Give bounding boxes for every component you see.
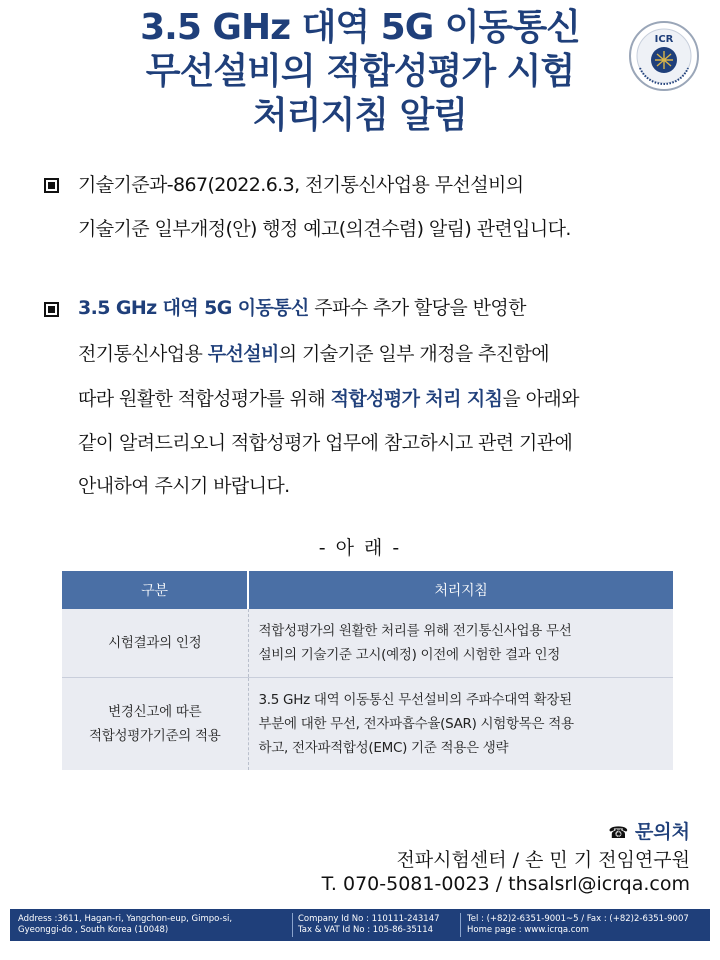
icr-logo xyxy=(628,20,700,92)
highlight-band: 3.5 GHz 대역 5G 이동통신 xyxy=(78,297,309,319)
row-content-line: 하고, 전자파적합성(EMC) 기준 적용은 생략 xyxy=(258,740,509,756)
highlight-guideline: 적합성평가 처리 지침 xyxy=(330,388,503,410)
contact-title: 문의처 xyxy=(634,821,690,843)
table-row xyxy=(62,609,673,678)
bullet-icon xyxy=(44,178,59,193)
guideline-table xyxy=(62,571,673,770)
row-label-line: 시험결과의 인정 xyxy=(108,635,202,651)
title-line-1: 3.5 GHz 대역 5G 이동통신 xyxy=(140,7,580,48)
section-heading-below: - 아 래 - xyxy=(318,537,402,559)
para1-line2: 기술기준 일부개정(안) 행정 예고(의견수렴) 알림) 관련입니다. xyxy=(78,218,571,240)
footer-company xyxy=(298,914,440,936)
para1-line1: 기술기준과-867(2022.6.3, 전기통신사업용 무선설비의 xyxy=(78,174,524,196)
contact-heading xyxy=(608,817,690,844)
phone-icon: ☎ xyxy=(608,823,629,842)
para2-line3-a: 따라 원활한 적합성평가를 위해 xyxy=(78,388,331,410)
row-content-line: 설비의 기술기준 고시(예정) 이전에 시험한 결과 인정 xyxy=(258,647,560,663)
table-header-category: 구분 xyxy=(62,571,248,609)
footer-divider xyxy=(292,913,293,937)
footer-bar xyxy=(10,909,710,941)
row-content-line: 부분에 대한 무선, 전자파흡수율(SAR) 시험항목은 적용 xyxy=(258,716,574,732)
para2-line2-a: 전기통신사업용 xyxy=(78,343,208,365)
para2-line2 xyxy=(78,339,549,366)
para2-line5: 안내하여 주시기 바랍니다. xyxy=(78,475,290,497)
footer-divider xyxy=(460,913,461,937)
row-label xyxy=(62,609,248,678)
table-header-guideline: 처리지침 xyxy=(248,571,673,609)
bullet-icon xyxy=(44,302,59,317)
footer-tel-line: Tel : (+82)2-6351-9001~5 / Fax : (+82)2-6351-9007 xyxy=(467,914,689,924)
row-content xyxy=(248,609,673,678)
contact-person: 전파시험센터 / 손 민 기 전임연구원 xyxy=(396,849,690,871)
footer-contact xyxy=(467,914,689,936)
footer-homepage-line[interactable]: Home page : www.icrqa.com xyxy=(467,925,589,935)
row-content-line: 3.5 GHz 대역 이동통신 무선설비의 주파수대역 확장된 xyxy=(258,692,572,708)
contact-phone-email: T. 070-5081-0023 / thsalsrl@icrqa.com xyxy=(321,873,690,895)
highlight-equipment: 무선설비 xyxy=(207,343,279,365)
para2-line4: 같이 알려드리오니 적합성평가 업무에 참고하시고 관련 기관에 xyxy=(78,432,573,454)
table-row xyxy=(62,678,673,771)
footer-address-line: Gyeonggi-do , South Korea (10048) xyxy=(18,925,169,935)
row-label-line: 변경신고에 따른 xyxy=(108,704,202,720)
title-line-3: 처리지침 알림 xyxy=(252,95,468,136)
page-title xyxy=(60,6,660,138)
footer-company-line: Tax & VAT Id No : 105-86-35114 xyxy=(298,925,434,935)
footer-address xyxy=(18,914,232,936)
logo-text: ICR xyxy=(654,34,674,45)
row-label xyxy=(62,678,248,771)
footer-company-line: Company Id No : 110111-243147 xyxy=(298,914,440,924)
title-line-2: 무선설비의 적합성평가 시험 xyxy=(145,51,575,92)
para2-line3-rest: 을 아래와 xyxy=(502,388,579,410)
para2-line2-rest: 의 기술기준 일부 개정을 추진함에 xyxy=(278,343,550,365)
row-label-line: 적합성평가기준의 적용 xyxy=(89,728,221,744)
row-content xyxy=(248,678,673,771)
para2-line1 xyxy=(78,293,526,320)
footer-address-line: Address :3611, Hagan-ri, Yangchon-eup, Gimpo-si, xyxy=(18,914,233,924)
para2-line3 xyxy=(78,384,579,411)
row-content-line: 적합성평가의 원활한 처리를 위해 전기통신사업용 무선 xyxy=(258,623,572,639)
para2-line1-rest: 주파수 추가 할당을 반영한 xyxy=(308,297,526,319)
